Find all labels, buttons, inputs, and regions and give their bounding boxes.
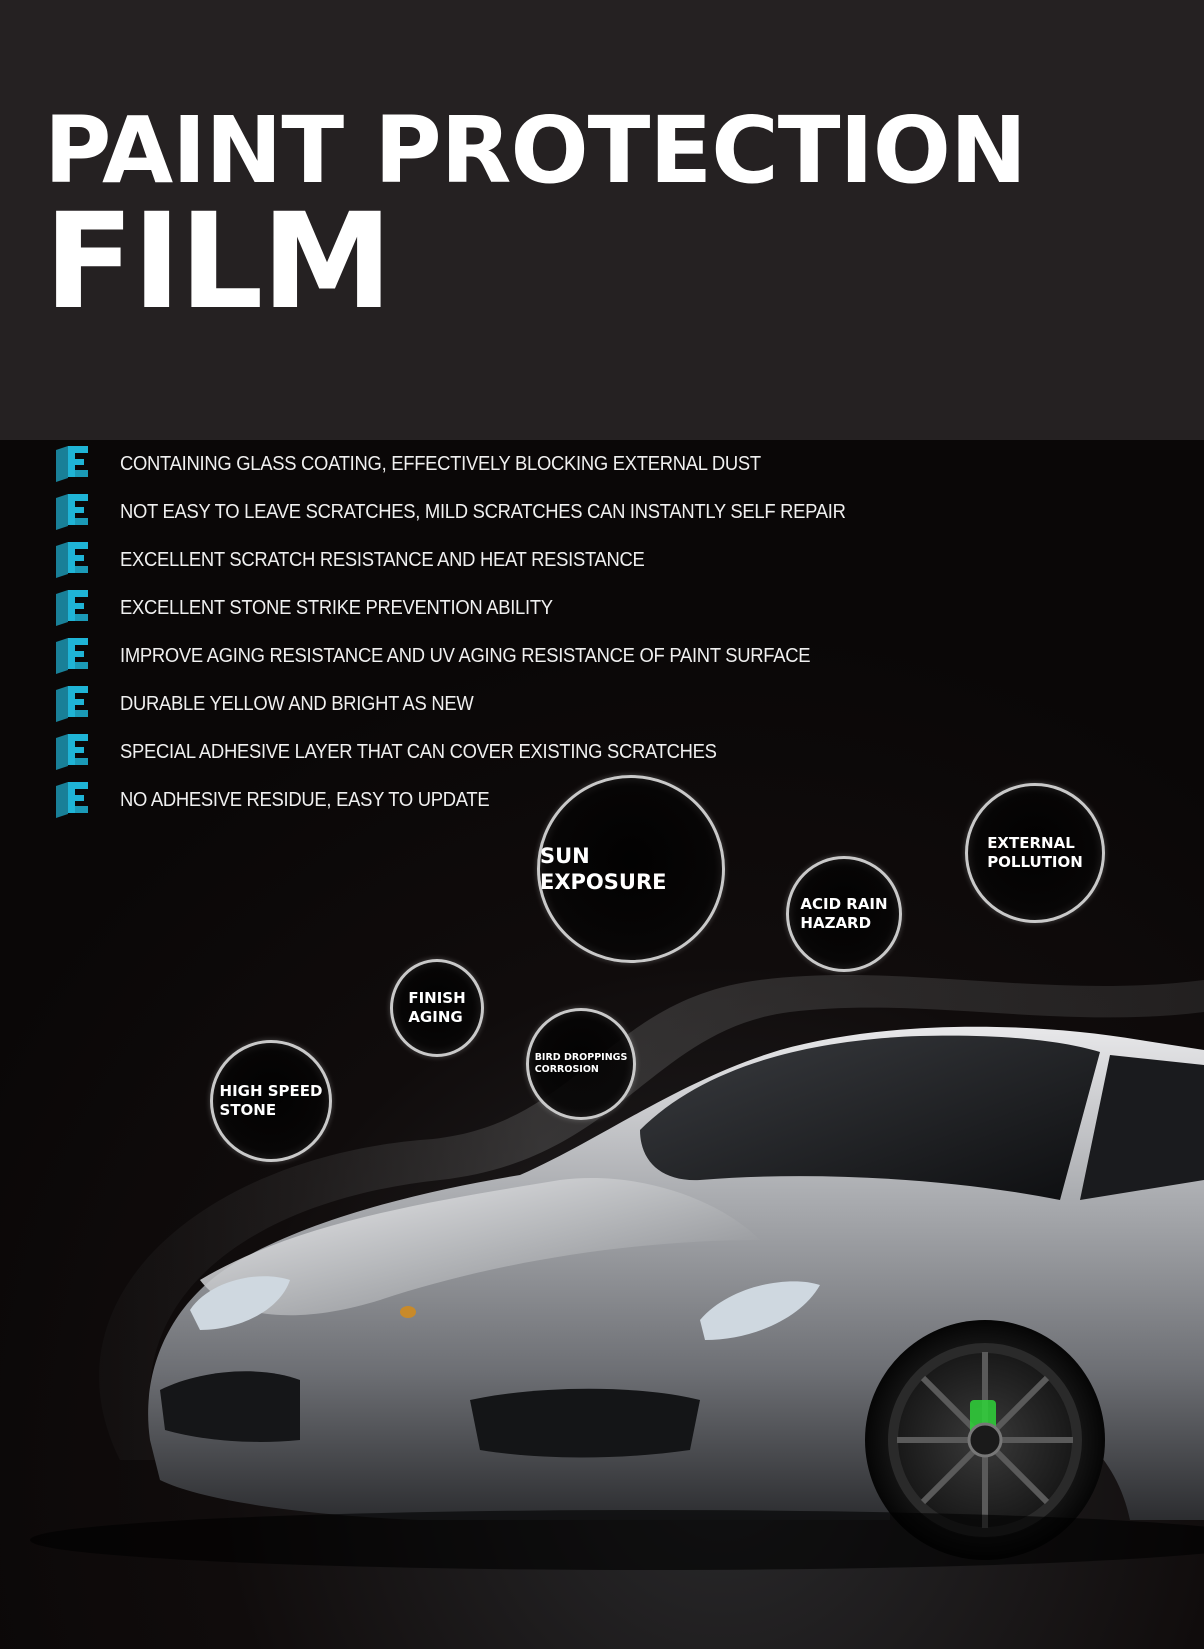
fl-logo-icon [54,780,90,820]
hazard-bubble-sun-exposure [537,775,725,963]
hazard-bubble-external-pollution [965,783,1105,923]
feature-item [54,776,521,824]
hazard-bubble-acid-rain [786,856,902,972]
page-title-line1: PAINT PROTECTION [44,97,1026,204]
fl-logo-icon [54,588,90,628]
feature-item [54,488,909,536]
feature-text: SPECIAL ADHESIVE LAYER THAT CAN COVER EXISTING SCRATCHES [120,740,717,763]
hazard-label-external-pollution: EXTERNAL POLLUTION [987,834,1083,871]
hazard-label-acid-rain: ACID RAIN HAZARD [800,895,888,932]
hazard-label-high-speed-stone: HIGH SPEED STONE [219,1082,323,1119]
hazard-label-sun-exposure: SUN EXPOSURE [540,843,667,894]
fl-logo-icon [54,636,90,676]
feature-item [54,536,690,584]
fl-logo-icon [54,444,90,484]
feature-text: NO ADHESIVE RESIDUE, EASY TO UPDATE [120,788,490,811]
hazard-bubble-finish-aging [390,959,484,1057]
fl-logo-icon [54,540,90,580]
hazard-bubble-bird-droppings [526,1008,636,1120]
feature-text: NOT EASY TO LEAVE SCRATCHES, MILD SCRATCHES CAN INSTANTLY SELF REPAIR [120,500,846,523]
feature-text: DURABLE YELLOW AND BRIGHT AS NEW [120,692,474,715]
feature-text: EXCELLENT SCRATCH RESISTANCE AND HEAT RESISTANCE [120,548,645,571]
fl-logo-icon [54,684,90,724]
feature-text: IMPROVE AGING RESISTANCE AND UV AGING RESISTANCE OF PAINT SURFACE [120,644,811,667]
feature-text: CONTAINING GLASS COATING, EFFECTIVELY BLOCKING EXTERNAL DUST [120,452,761,475]
feature-item [54,632,870,680]
hazard-label-bird-droppings: BIRD DROPPINGS CORROSION [534,1052,628,1075]
fl-logo-icon [54,492,90,532]
feature-item [54,728,769,776]
hazard-label-finish-aging: FINISH AGING [408,989,466,1026]
feature-text: EXCELLENT STONE STRIKE PREVENTION ABILITY [120,596,553,619]
feature-item [54,440,817,488]
feature-item [54,680,504,728]
header-band [0,0,1204,440]
feature-item [54,584,590,632]
hazard-bubble-high-speed-stone [210,1040,332,1162]
fl-logo-icon [54,732,90,772]
page-title-line2: FILM [44,185,391,339]
